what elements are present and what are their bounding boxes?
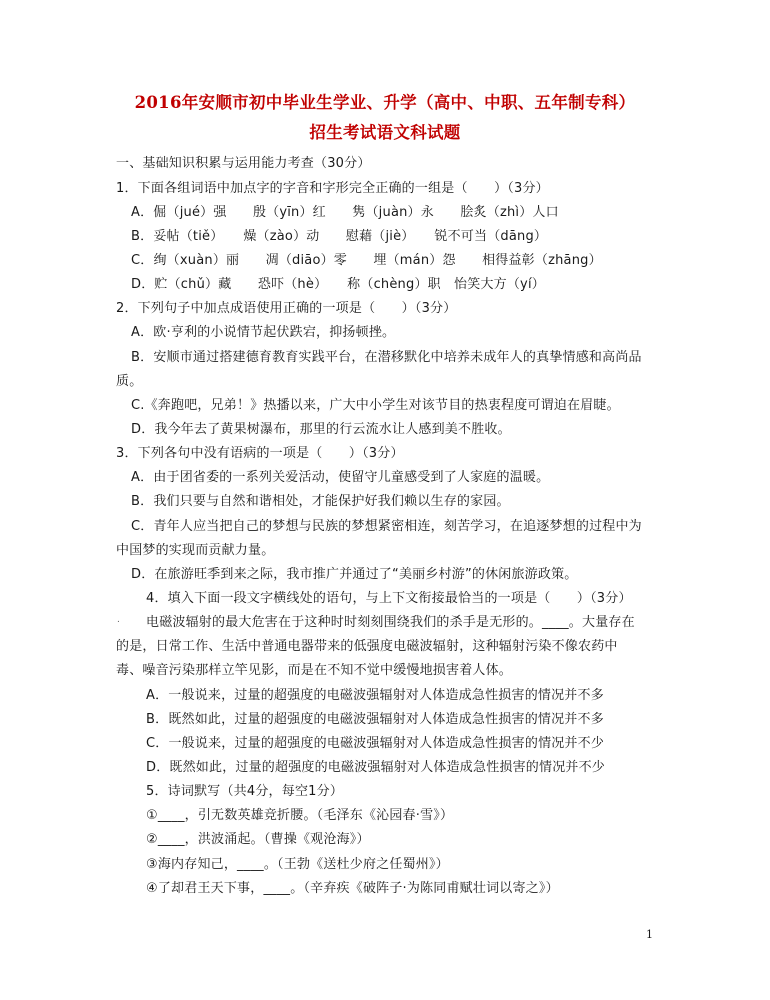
question-2: 2．下列句子中加点成语使用正确的一项是（ ）（3分）	[116, 301, 457, 316]
poem-blank-1: ①____，引无数英雄竞折腰。（毛泽东《沁园春·雪》）	[146, 808, 454, 823]
exam-title-line2: 招生考试语文科试题	[309, 123, 461, 142]
q2-option-a: A．欧·亨利的小说情节起伏跌宕，抑扬顿挫。	[131, 325, 396, 340]
poem-blank-3: ③海内存知己，____。（王勃《送杜少府之任蜀州》）	[146, 857, 449, 872]
q2-option-d: D．我今年去了黄果树瀑布，那里的行云流水让人感到美不胜收。	[131, 422, 511, 437]
poem-blank-4: ④了却君王天下事，____。（辛弃疾《破阵子·为陈同甫赋壮词以寄之》）	[146, 881, 559, 896]
q1-option-a: A．倔（jué）强 殷（yīn）红 隽（juàn）永 脍炙（zhì）人口	[131, 205, 559, 220]
q3-option-c-cont: 中国梦的实现而贡献力量。	[116, 543, 275, 558]
q3-option-a: A．由于团省委的一系列关爱活动，使留守儿童感受到了人家庭的温暖。	[131, 470, 550, 485]
q2-option-c: C.《奔跑吧，兄弟！》热播以来，广大中小学生对该节目的热衷程度可谓迫在眉睫。	[131, 398, 620, 413]
exam-title-line1: 2016年安顺市初中毕业生学业、升学（高中、中职、五年制专科）	[134, 93, 636, 112]
q1-option-b: B．妥帖（tiě） 燥（zào）动 慰藉（jiè） 锐不可当（dāng）	[131, 229, 548, 244]
q3-option-d: D．在旅游旺季到来之际，我市推广并通过了“美丽乡村游”的休闲旅游政策。	[131, 567, 578, 582]
q4-passage-2: 的是，日常工作、生活中普通电器带来的低强度电磁波辐射，这种辐射污染不像农药中	[116, 639, 618, 654]
question-1: 1．下面各组词语中加点字的字音和字形完全正确的一组是（ ）（3分）	[116, 181, 549, 196]
q4-option-d: D．既然如此，过量的超强度的电磁波强辐射对人体造成急性损害的情况并不少	[146, 760, 606, 775]
section-heading: 一、基础知识积累与运用能力考查（30分）	[116, 156, 371, 171]
poem-blank-2: ②____，洪波涌起。（曹操《观沧海》）	[146, 832, 370, 847]
question-3: 3．下列各句中没有语病的一项是（ ）（3分）	[116, 446, 404, 461]
question-4: 4．填入下面一段文字横线处的语句，与上下文衔接最恰当的一项是（ ）（3分）	[146, 591, 632, 606]
q3-option-b: B．我们只要与自然和谐相处，才能保护好我们赖以生存的家园。	[131, 494, 510, 509]
question-5: 5．诗词默写（共4分，每空1分）	[146, 784, 344, 799]
q3-option-c: C．青年人应当把自己的梦想与民族的梦想紧密相连，刻苦学习，在追逐梦想的过程中为	[131, 519, 642, 534]
q1-option-d: D．贮（chǔ）藏 恐吓（hè） 称（chèng）职 怡笑大方（yí）	[131, 277, 545, 292]
q4-option-b: B．既然如此，过量的超强度的电磁波强辐射对人体造成急性损害的情况并不多	[146, 712, 604, 727]
q4-passage-1: 电磁波辐射的最大危害在于这种时时刻刻围绕我们的杀手是无形的。____。大量存在	[146, 615, 635, 630]
q2-option-b-cont: 质。	[116, 374, 143, 389]
q4-option-a: A．一般说来，过量的超强度的电磁波强辐射对人体造成急性损害的情况并不多	[146, 688, 604, 703]
page-number: 1	[646, 928, 653, 941]
q2-option-b: B．安顺市通过搭建德育教育实践平台，在潜移默化中培养未成年人的真挚情感和高尚品	[131, 350, 642, 365]
q1-option-c: C．绚（xuàn）丽 凋（diāo）零 埋（mán）怨 相得益彰（zhāng）	[131, 253, 602, 268]
small-mark: .	[117, 615, 120, 625]
q4-passage-3: 毒、噪音污染那样立竿见影，而是在不知不觉中缓慢地损害着人体。	[116, 663, 513, 678]
q4-option-c: C．一般说来，过量的超强度的电磁波强辐射对人体造成急性损害的情况并不少	[146, 736, 605, 751]
